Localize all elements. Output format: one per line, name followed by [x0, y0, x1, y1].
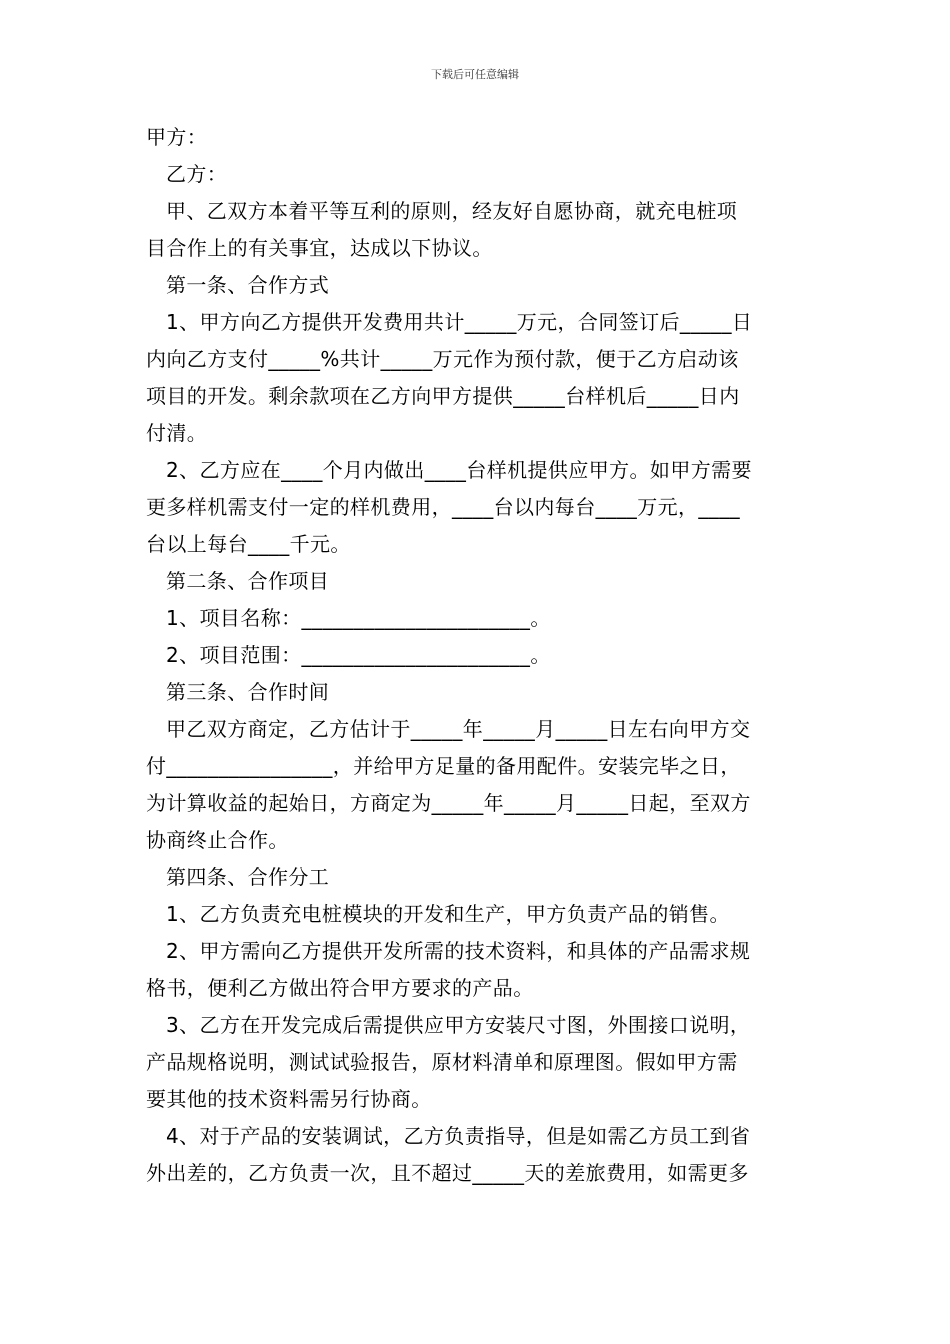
text-line: 项目的开发。剩余款项在乙方向甲方提供_____台样机后_____日内	[146, 384, 740, 408]
text-line: 更多样机需支付一定的样机费用，____台以内每台____万元，____	[146, 495, 740, 519]
text-line: 付清。	[146, 421, 208, 445]
text-line: 付________________，并给甲方足量的备用配件。安装完毕之日，	[146, 754, 741, 778]
text-line: 外出差的，乙方负责一次，且不超过_____天的差旅费用，如需更多	[146, 1161, 749, 1185]
text-line: 2、项目范围：______________________。	[166, 643, 551, 667]
page-header: 下载后可任意编辑	[431, 68, 519, 81]
text-line: 目合作上的有关事宜，达成以下协议。	[146, 236, 493, 260]
text-line: 第二条、合作项目	[166, 569, 330, 593]
text-line: 第一条、合作方式	[166, 273, 330, 297]
text-line: 第四条、合作分工	[166, 865, 330, 889]
text-line: 台以上每台____千元。	[146, 532, 351, 556]
text-line: 1、甲方向乙方提供开发费用共计_____万元，合同签订后_____日	[166, 310, 753, 334]
text-line: 要其他的技术资料需另行协商。	[146, 1087, 432, 1111]
text-line: 4、对于产品的安装调试，乙方负责指导，但是如需乙方员工到省	[166, 1124, 751, 1148]
text-line: 1、乙方负责充电桩模块的开发和生产，甲方负责产品的销售。	[166, 902, 730, 926]
text-line: 2、甲方需向乙方提供开发所需的技术资料，和具体的产品需求规	[166, 939, 751, 963]
text-line: 3、乙方在开发完成后需提供应甲方安装尺寸图，外围接口说明，	[166, 1013, 751, 1037]
text-line: 第三条、合作时间	[166, 680, 330, 704]
text-line: 乙方：	[166, 162, 228, 186]
text-line: 2、乙方应在____个月内做出____台样机提供应甲方。如甲方需要	[166, 458, 752, 482]
text-line: 甲乙双方商定，乙方估计于_____年_____月_____日左右向甲方交	[166, 717, 751, 741]
text-line: 甲方：	[146, 125, 208, 149]
text-line: 产品规格说明，测试试验报告，原材料清单和原理图。假如甲方需	[146, 1050, 738, 1074]
text-line: 内向乙方支付_____%共计_____万元作为预付款，便于乙方启动该	[146, 347, 739, 371]
text-line: 协商终止合作。	[146, 828, 289, 852]
text-line: 格书，便利乙方做出符合甲方要求的产品。	[146, 976, 534, 1000]
document-body	[146, 119, 810, 1192]
text-line: 1、项目名称：______________________。	[166, 606, 551, 630]
text-line: 甲、乙双方本着平等互利的原则，经友好自愿协商，就充电桩项	[166, 199, 738, 223]
text-line: 为计算收益的起始日，方商定为_____年_____月_____日起，至双方	[146, 791, 751, 815]
